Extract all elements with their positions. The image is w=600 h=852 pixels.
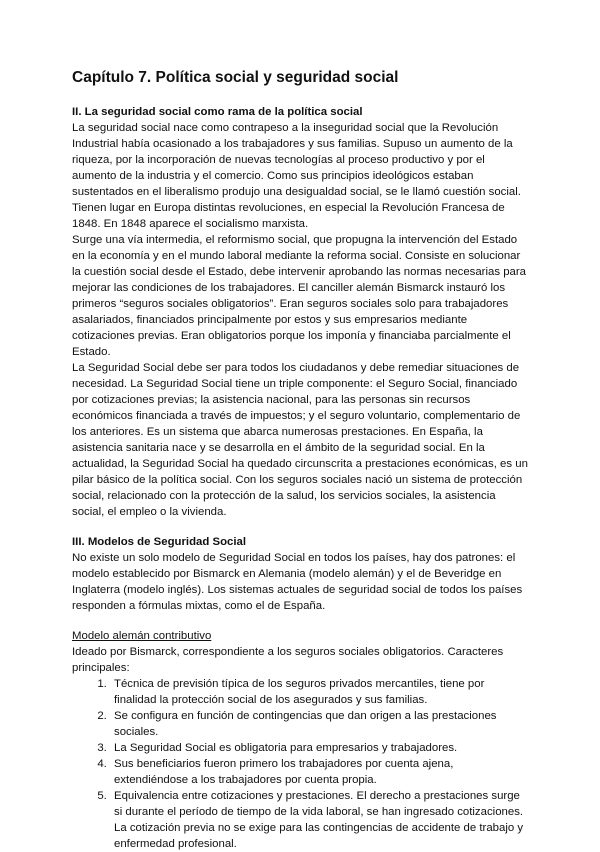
section-2-paragraph: La seguridad social nace como contrapeso a la inseguridad social que la Revolución Industrial había ocasionado a los trabajadores y sus familias. Supuso un aumento de la riqueza, por la incorporación de nuevas tecnologías al proceso productivo y por el aumento de la industria y el comercio. Como sus principios ideológicos estaban sustentados en el liberalismo produjo una desigualdad social, se le llamó cuestión social. — [72, 122, 521, 198]
section-2-paragraph: La Seguridad Social debe ser para todos los ciudadanos y debe remediar situaciones de necesidad. La Seguridad Social tiene un triple componente: el Seguro Social, financiado por cotizaciones previas; la asistencia nacional, para las personas sin recursos económicos financiada a través de impuestos; y el seguro voluntario, complementario de los anteriores. Es un sistema que abarca numerosas prestaciones. En España, la asistencia sanitaria nace y se desarrolla en el ámbito de la seguridad social. En la actualidad, la Seguridad Social ha quedado circunscrita a prestaciones económicas, es un pilar básico de la política social. Con los seguros sociales nació un sistema de protección social, relacionado con la protección de la salud, los servicios sociales, la asistencia social, el empleo o la vivienda. — [72, 362, 528, 518]
section-3-paragraph: No existe un solo modelo de Seguridad Social en todos los países, hay dos patrones: el modelo establecido por Bismarck en Alemania (modelo alemán) y el de Beveridge en Inglaterra (modelo inglés). Los sistemas actuales de seguridad social de todos los países responden a fórmulas mixtas, como el de España. — [72, 552, 523, 612]
section-2-heading: II. La seguridad social como rama de la política social — [72, 106, 363, 118]
model-german-subheading: Modelo alemán contributivo — [72, 630, 212, 642]
section-3-heading: III. Modelos de Seguridad Social — [72, 536, 247, 548]
page-title: Capítulo 7. Política social y seguridad social — [72, 69, 399, 86]
model-german-block — [72, 628, 528, 852]
list-item: 3. La Seguridad Social es obligatoria para empresarios y trabajadores. — [110, 740, 528, 756]
section-3 — [72, 534, 528, 614]
list-item: 1. Técnica de previsión típica de los seguros privados mercantiles, tiene por finalidad la protección social de los asegurados y sus familias. — [110, 676, 528, 708]
section-2 — [72, 104, 528, 520]
section-2-paragraph: Surge una vía intermedia, el reformismo social, que propugna la intervención del Estado en la economía y en el mundo laboral mediante la reforma social. Consiste en solucionar la cuestión social desde el Estado, debe intervenir aprobando las normas necesarias para mejorar las condiciones de los trabajadores. El canciller alemán Bismarck instauró los primeros “seguros sociales obligatorios”. Eran seguros sociales solo para trabajadores asalariados, financiados principalmente por estos y sus empresarios mediante cotizaciones previas. Eran obligatorios porque los imponía y financiaba parcialmente el Estado. — [72, 234, 527, 358]
list-item: 5. Equivalencia entre cotizaciones y prestaciones. El derecho a prestaciones surge si durante el período de tiempo de la vida laboral, se han ingresado cotizaciones. La cotización previa no se exige para las contingencias de accidente de trabajo y enfermedad profesional. — [110, 788, 528, 852]
section-2-paragraph: Tienen lugar en Europa distintas revoluciones, en especial la Revolución Francesa de 1848. En 1848 aparece el socialismo marxista. — [72, 202, 505, 230]
characteristics-list — [72, 676, 528, 852]
list-item: 2. Se configura en función de contingencias que dan origen a las prestaciones sociales. — [110, 708, 528, 740]
list-item: 4. Sus beneficiarios fueron primero los trabajadores por cuenta ajena, extendiéndose a los trabajadores por cuenta propia. — [110, 756, 528, 788]
model-german-intro: Ideado por Bismarck, correspondiente a los seguros sociales obligatorios. Caracteres principales: — [72, 646, 504, 674]
